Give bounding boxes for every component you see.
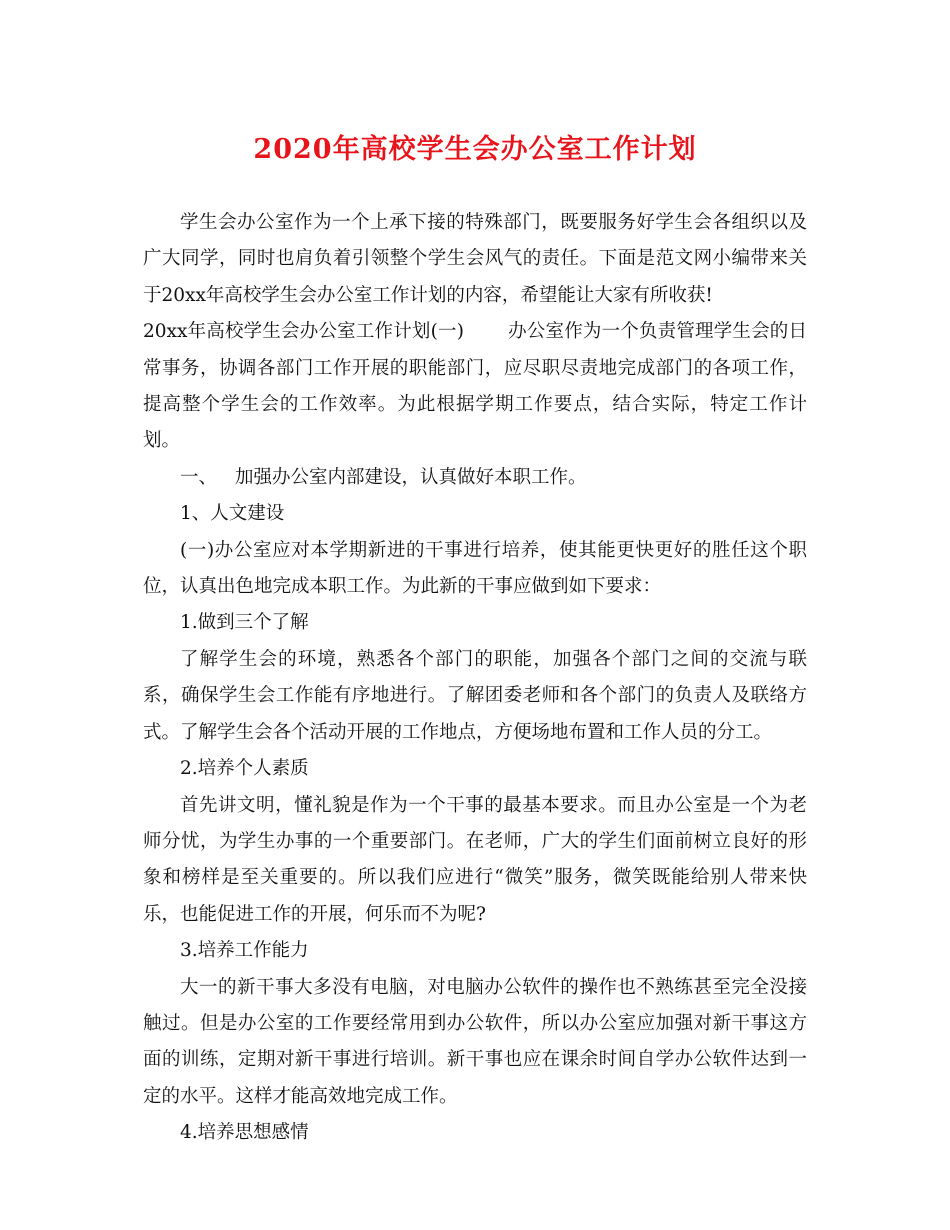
- sub1-paragraph: (一)办公室应对本学期新进的干事进行培养，使其能更快更好的胜任这个职位，认真出色地完成本职工作。为此新的干事应做到如下要求：: [143, 539, 807, 598]
- plan-intro: 办公室作为一个负责管理学生会的日常事务，协调各部门工作开展的职能部门，应尽职尽责地完成部门的各项工作，提高整个学生会的工作效率。为此根据学期工作要点，结合实际，特定工作计划。: [143, 321, 807, 452]
- section1-heading: [143, 460, 807, 496]
- item1-heading: 1.做到三个了解: [180, 612, 309, 634]
- item2-paragraph: 首先讲文明，懂礼貌是作为一个干事的最基本要求。而且办公室是一个为老师分忧，为学生办事的一个重要部门。在老师，广大的学生们面前树立良好的形象和榜样是至关重要的。所以我们应进行“微笑”服务，微笑既能给别人带来快乐，也能促进工作的开展，何乐而不为呢?: [143, 794, 807, 925]
- item3-paragraph: 大一的新干事大多没有电脑，对电脑办公软件的操作也不熟练甚至完全没接触过。但是办公室的工作要经常用到办公软件，所以办公室应加强对新干事这方面的训练，定期对新干事进行培训。新干事也应在课余时间自学办公软件达到一定的水平。这样才能高效地完成工作。: [143, 976, 807, 1107]
- item3-heading: 3.培养工作能力: [180, 940, 309, 962]
- item1-paragraph: 了解学生会的环境，熟悉各个部门的职能，加强各个部门之间的交流与联系，确保学生会工作能有序地进行。了解团委老师和各个部门的负责人及联络方式。了解学生会各个活动开展的工作地点，方便场地布置和工作人员的分工。: [143, 648, 807, 743]
- document-body: [143, 205, 807, 1152]
- item4-heading: 4.培养思想感情: [180, 1122, 309, 1144]
- sub1-heading: 1、人文建设: [180, 503, 285, 525]
- plan-paragraph: [143, 314, 807, 460]
- document-title: 2020年高校学生会办公室工作计划: [253, 134, 697, 165]
- section1-title: 加强办公室内部建设，认真做好本职工作。: [235, 466, 587, 488]
- intro-paragraph: 学生会办公室作为一个上承下接的特殊部门，既要服务好学生会各组织以及广大同学，同时也肩负着引领整个学生会风气的责任。下面是范文网小编带来关于20xx年高校学生会办公室工作计划的内容，希望能让大家有所收获!: [143, 212, 807, 306]
- section1-number: 一、: [180, 466, 218, 488]
- item2-heading: 2.培养个人素质: [180, 758, 309, 780]
- plan-heading: 20xx年高校学生会办公室工作计划(一): [143, 321, 464, 343]
